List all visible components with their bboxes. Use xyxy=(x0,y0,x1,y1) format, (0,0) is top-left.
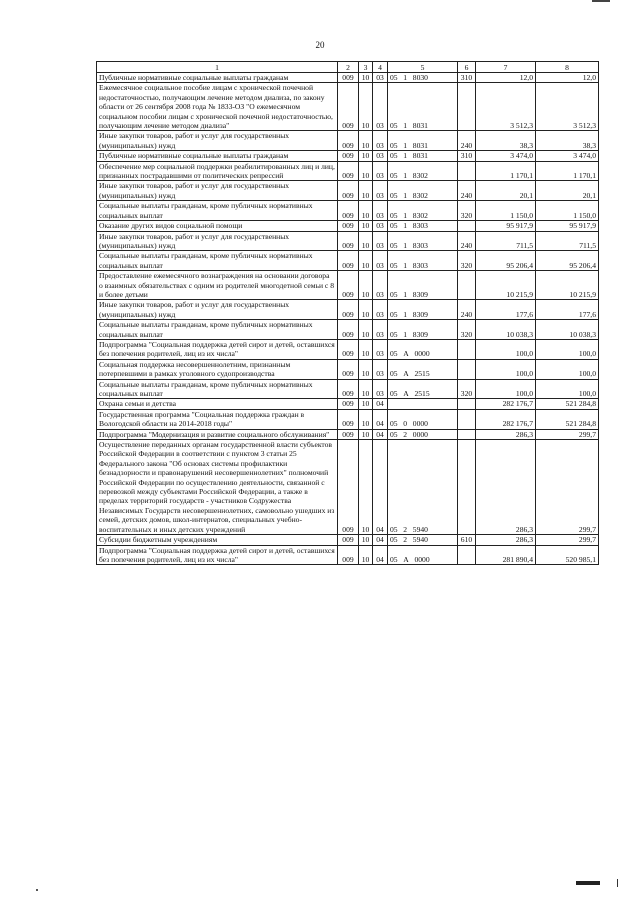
row-subsection-cell: 03 xyxy=(373,181,388,201)
row-section-cell: 10 xyxy=(359,73,373,83)
row-code-admin-cell: 009 xyxy=(338,83,359,131)
row-code-admin-cell: 009 xyxy=(338,535,359,545)
row-name-cell: Публичные нормативные социальные выплаты гражданам xyxy=(97,73,338,83)
row-section-cell: 10 xyxy=(359,399,373,409)
row-name-cell: Социальные выплаты гражданам, кроме публичных нормативных социальных выплат xyxy=(97,251,338,271)
row-section-cell: 10 xyxy=(359,181,373,201)
row-subsection-cell: 04 xyxy=(373,399,388,409)
row-code-admin-cell: 009 xyxy=(338,73,359,83)
row-target-article-cell: 05 1 8031 xyxy=(388,151,458,161)
row-amount-2017-cell: 177,6 xyxy=(536,300,599,320)
row-amount-2016-cell: 282 176,7 xyxy=(476,409,536,429)
row-amount-2016-cell: 10 215,9 xyxy=(476,271,536,300)
row-section-cell: 10 xyxy=(359,535,373,545)
row-subsection-cell: 03 xyxy=(373,231,388,251)
row-section-cell: 10 xyxy=(359,251,373,271)
row-subsection-cell: 03 xyxy=(373,161,388,181)
row-amount-2017-cell: 100,0 xyxy=(536,379,599,399)
scan-left-tick xyxy=(36,889,38,891)
table-row xyxy=(97,251,599,271)
row-target-article-cell: 05 А 0000 xyxy=(388,339,458,359)
table-row xyxy=(97,320,599,340)
row-amount-2016-cell: 177,6 xyxy=(476,300,536,320)
row-subsection-cell: 04 xyxy=(373,545,388,565)
row-code-admin-cell: 009 xyxy=(338,339,359,359)
row-name-cell: Публичные нормативные социальные выплаты гражданам xyxy=(97,151,338,161)
row-amount-2016-cell: 286,3 xyxy=(476,429,536,439)
row-amount-2016-cell: 3 512,3 xyxy=(476,83,536,131)
row-target-article-cell: 05 1 8302 xyxy=(388,181,458,201)
row-expense-type-cell: 610 xyxy=(458,535,476,545)
row-amount-2016-cell: 95 206,4 xyxy=(476,251,536,271)
row-expense-type-cell xyxy=(458,545,476,565)
row-amount-2016-cell: 38,3 xyxy=(476,131,536,151)
row-name-cell: Обеспечение мер социальной поддержки реабилитированных лиц и лиц, признанных пострадавшими от политических репрессий xyxy=(97,161,338,181)
row-target-article-cell: 05 1 8303 xyxy=(388,221,458,231)
row-expense-type-cell xyxy=(458,409,476,429)
row-amount-2017-cell: 299,7 xyxy=(536,535,599,545)
row-expense-type-cell xyxy=(458,440,476,535)
row-subsection-cell: 04 xyxy=(373,535,388,545)
row-expense-type-cell: 240 xyxy=(458,300,476,320)
table-row xyxy=(97,429,599,439)
row-amount-2016-cell: 100,0 xyxy=(476,359,536,379)
header-cell: 4 xyxy=(373,62,388,73)
row-expense-type-cell: 240 xyxy=(458,131,476,151)
row-subsection-cell: 03 xyxy=(373,73,388,83)
row-amount-2017-cell: 12,0 xyxy=(536,73,599,83)
table-row xyxy=(97,300,599,320)
row-name-cell: Иные закупки товаров, работ и услуг для государственных (муниципальных) нужд xyxy=(97,300,338,320)
row-amount-2017-cell: 3 512,3 xyxy=(536,83,599,131)
row-target-article-cell: 05 0 0000 xyxy=(388,409,458,429)
row-code-admin-cell: 009 xyxy=(338,359,359,379)
row-target-article-cell: 05 А 2515 xyxy=(388,379,458,399)
row-subsection-cell: 03 xyxy=(373,131,388,151)
row-expense-type-cell xyxy=(458,271,476,300)
row-section-cell: 10 xyxy=(359,429,373,439)
row-amount-2016-cell: 711,5 xyxy=(476,231,536,251)
row-amount-2017-cell: 521 284,8 xyxy=(536,409,599,429)
row-section-cell: 10 xyxy=(359,300,373,320)
row-subsection-cell: 04 xyxy=(373,409,388,429)
row-name-cell: Иные закупки товаров, работ и услуг для государственных (муниципальных) нужд xyxy=(97,131,338,151)
row-amount-2017-cell: 299,7 xyxy=(536,440,599,535)
table-row xyxy=(97,231,599,251)
row-target-article-cell: 05 2 0000 xyxy=(388,429,458,439)
table-row xyxy=(97,339,599,359)
row-expense-type-cell xyxy=(458,221,476,231)
row-target-article-cell: 05 1 8303 xyxy=(388,231,458,251)
header-cell: 6 xyxy=(458,62,476,73)
header-cell: 7 xyxy=(476,62,536,73)
table-row xyxy=(97,271,599,300)
row-code-admin-cell: 009 xyxy=(338,251,359,271)
row-section-cell: 10 xyxy=(359,440,373,535)
row-name-cell: Предоставление ежемесячного вознаграждения на основании договора о взаимных обязательствах с одним из родителей многодетной семьи с 8 и более детьми xyxy=(97,271,338,300)
row-target-article-cell: 05 А 2515 xyxy=(388,359,458,379)
row-amount-2017-cell: 95 917,9 xyxy=(536,221,599,231)
row-amount-2016-cell: 281 890,4 xyxy=(476,545,536,565)
row-section-cell: 10 xyxy=(359,201,373,221)
row-amount-2016-cell: 3 474,0 xyxy=(476,151,536,161)
row-code-admin-cell: 009 xyxy=(338,161,359,181)
row-subsection-cell: 04 xyxy=(373,440,388,535)
row-amount-2017-cell: 1 150,0 xyxy=(536,201,599,221)
row-section-cell: 10 xyxy=(359,231,373,251)
row-code-admin-cell: 009 xyxy=(338,545,359,565)
table-row xyxy=(97,201,599,221)
row-subsection-cell: 03 xyxy=(373,320,388,340)
row-amount-2017-cell: 521 284,8 xyxy=(536,399,599,409)
header-cell: 5 xyxy=(388,62,458,73)
row-expense-type-cell: 320 xyxy=(458,251,476,271)
row-amount-2016-cell: 10 038,3 xyxy=(476,320,536,340)
row-name-cell: Оказание других видов социальной помощи xyxy=(97,221,338,231)
row-code-admin-cell: 009 xyxy=(338,201,359,221)
row-expense-type-cell: 320 xyxy=(458,320,476,340)
table-row xyxy=(97,379,599,399)
row-target-article-cell: 05 1 8303 xyxy=(388,251,458,271)
row-section-cell: 10 xyxy=(359,131,373,151)
scan-corner-mark xyxy=(592,0,610,2)
row-section-cell: 10 xyxy=(359,320,373,340)
row-subsection-cell: 03 xyxy=(373,271,388,300)
row-target-article-cell: 05 1 8309 xyxy=(388,320,458,340)
row-code-admin-cell: 009 xyxy=(338,399,359,409)
row-subsection-cell: 03 xyxy=(373,201,388,221)
row-section-cell: 10 xyxy=(359,221,373,231)
row-amount-2017-cell: 100,0 xyxy=(536,359,599,379)
row-expense-type-cell: 320 xyxy=(458,201,476,221)
row-name-cell: Подпрограмма "Модернизация и развитие социального обслуживания" xyxy=(97,429,338,439)
row-name-cell: Осуществление переданных органам государственной власти субъектов Российской Федерации в соответствии с пунктом 3 статьи 25 Федерального закона "Об основах системы профилактики безнадзорности и правонарушений несовершеннолетних" полномочий Российской Федерации по осуществлению деятельности, связанной с перевозкой между субъектами Российской Федерации, а также в пределах территорий государств - участников Содружества Независимых Государств несовершеннолетних, самовольно ушедших из семей, детских домов, школ-интернатов, специальных учебно-воспитательных и иных детских учреждений xyxy=(97,440,338,535)
row-amount-2016-cell: 100,0 xyxy=(476,379,536,399)
row-amount-2017-cell: 95 206,4 xyxy=(536,251,599,271)
row-amount-2017-cell: 38,3 xyxy=(536,131,599,151)
row-target-article-cell: 05 1 8302 xyxy=(388,201,458,221)
row-section-cell: 10 xyxy=(359,83,373,131)
row-target-article-cell: 05 1 8302 xyxy=(388,161,458,181)
row-expense-type-cell xyxy=(458,429,476,439)
table-row xyxy=(97,409,599,429)
row-amount-2016-cell: 100,0 xyxy=(476,339,536,359)
row-name-cell: Ежемесячное социальное пособие лицам с хронической почечной недостаточностью, получающим лечение методом диализа, по закону области от 26 сентября 2008 года № 1833-ОЗ "О ежемесячном социальном пособии лицам с хронической почечной недостаточностью, получающим лечение методом диализа" xyxy=(97,83,338,131)
header-cell: 1 xyxy=(97,62,338,73)
row-target-article-cell: 05 1 8031 xyxy=(388,131,458,151)
row-amount-2016-cell: 1 150,0 xyxy=(476,201,536,221)
row-target-article-cell xyxy=(388,399,458,409)
row-code-admin-cell: 009 xyxy=(338,440,359,535)
row-subsection-cell: 03 xyxy=(373,359,388,379)
table-row xyxy=(97,83,599,131)
row-amount-2017-cell: 1 170,1 xyxy=(536,161,599,181)
row-expense-type-cell xyxy=(458,339,476,359)
row-code-admin-cell: 009 xyxy=(338,221,359,231)
row-section-cell: 10 xyxy=(359,359,373,379)
row-subsection-cell: 03 xyxy=(373,379,388,399)
row-amount-2017-cell: 3 474,0 xyxy=(536,151,599,161)
row-target-article-cell: 05 1 8309 xyxy=(388,271,458,300)
row-target-article-cell: 05 1 8030 xyxy=(388,73,458,83)
row-amount-2017-cell: 20,1 xyxy=(536,181,599,201)
row-amount-2016-cell: 286,3 xyxy=(476,440,536,535)
row-target-article-cell: 05 1 8309 xyxy=(388,300,458,320)
row-amount-2016-cell: 1 170,1 xyxy=(476,161,536,181)
scan-bottom-tick xyxy=(617,879,618,887)
row-name-cell: Субсидии бюджетным учреждениям xyxy=(97,535,338,545)
row-amount-2017-cell: 10 038,3 xyxy=(536,320,599,340)
row-expense-type-cell: 320 xyxy=(458,379,476,399)
table-row xyxy=(97,221,599,231)
row-code-admin-cell: 009 xyxy=(338,300,359,320)
row-amount-2016-cell: 282 176,7 xyxy=(476,399,536,409)
row-code-admin-cell: 009 xyxy=(338,271,359,300)
row-name-cell: Социальные выплаты гражданам, кроме публичных нормативных социальных выплат xyxy=(97,201,338,221)
table-row xyxy=(97,73,599,83)
row-target-article-cell: 05 1 8031 xyxy=(388,83,458,131)
header-cell: 2 xyxy=(338,62,359,73)
row-subsection-cell: 03 xyxy=(373,339,388,359)
row-amount-2016-cell: 20,1 xyxy=(476,181,536,201)
row-expense-type-cell xyxy=(458,83,476,131)
row-code-admin-cell: 009 xyxy=(338,429,359,439)
header-cell: 3 xyxy=(359,62,373,73)
row-subsection-cell: 03 xyxy=(373,300,388,320)
row-code-admin-cell: 009 xyxy=(338,151,359,161)
row-expense-type-cell: 310 xyxy=(458,73,476,83)
row-name-cell: Подпрограмма "Социальная поддержка детей сирот и детей, оставшихся без попечения родителей, лиц из их числа" xyxy=(97,339,338,359)
header-cell: 8 xyxy=(536,62,599,73)
row-amount-2017-cell: 100,0 xyxy=(536,339,599,359)
row-amount-2017-cell: 711,5 xyxy=(536,231,599,251)
row-amount-2016-cell: 95 917,9 xyxy=(476,221,536,231)
row-code-admin-cell: 009 xyxy=(338,181,359,201)
table-body xyxy=(97,73,599,565)
row-target-article-cell: 05 А 0000 xyxy=(388,545,458,565)
page-number: 20 xyxy=(315,40,325,50)
row-section-cell: 10 xyxy=(359,409,373,429)
row-code-admin-cell: 009 xyxy=(338,379,359,399)
row-subsection-cell: 03 xyxy=(373,221,388,231)
table-row xyxy=(97,131,599,151)
row-name-cell: Подпрограмма "Социальная поддержка детей сирот и детей, оставшихся без попечения родителей, лиц из их числа" xyxy=(97,545,338,565)
row-amount-2016-cell: 12,0 xyxy=(476,73,536,83)
row-expense-type-cell xyxy=(458,399,476,409)
table-row xyxy=(97,161,599,181)
row-subsection-cell: 03 xyxy=(373,151,388,161)
row-subsection-cell: 03 xyxy=(373,83,388,131)
row-section-cell: 10 xyxy=(359,339,373,359)
row-amount-2017-cell: 520 985,1 xyxy=(536,545,599,565)
row-name-cell: Государственная программа "Социальная поддержка граждан в Вологодской области на 2014-2018 годы" xyxy=(97,409,338,429)
row-name-cell: Социальные выплаты гражданам, кроме публичных нормативных социальных выплат xyxy=(97,320,338,340)
row-target-article-cell: 05 2 5940 xyxy=(388,535,458,545)
row-code-admin-cell: 009 xyxy=(338,320,359,340)
row-subsection-cell: 04 xyxy=(373,429,388,439)
row-expense-type-cell xyxy=(458,161,476,181)
scan-bottom-mark xyxy=(576,881,600,885)
row-expense-type-cell: 240 xyxy=(458,181,476,201)
table-row xyxy=(97,359,599,379)
row-section-cell: 10 xyxy=(359,379,373,399)
row-name-cell: Социальная поддержка несовершеннолетним, признанным потерпевшими в рамках уголовного судопроизводства xyxy=(97,359,338,379)
table-row xyxy=(97,440,599,535)
row-section-cell: 10 xyxy=(359,545,373,565)
budget-table xyxy=(96,61,599,565)
row-subsection-cell: 03 xyxy=(373,251,388,271)
table-row xyxy=(97,535,599,545)
row-section-cell: 10 xyxy=(359,161,373,181)
row-name-cell: Иные закупки товаров, работ и услуг для государственных (муниципальных) нужд xyxy=(97,231,338,251)
row-expense-type-cell: 240 xyxy=(458,231,476,251)
row-expense-type-cell: 310 xyxy=(458,151,476,161)
row-name-cell: Охрана семьи и детства xyxy=(97,399,338,409)
row-expense-type-cell xyxy=(458,359,476,379)
row-name-cell: Социальные выплаты гражданам, кроме публичных нормативных социальных выплат xyxy=(97,379,338,399)
table-row xyxy=(97,545,599,565)
row-amount-2017-cell: 10 215,9 xyxy=(536,271,599,300)
row-code-admin-cell: 009 xyxy=(338,231,359,251)
row-target-article-cell: 05 2 5940 xyxy=(388,440,458,535)
row-code-admin-cell: 009 xyxy=(338,131,359,151)
table-row xyxy=(97,181,599,201)
row-section-cell: 10 xyxy=(359,271,373,300)
row-amount-2016-cell: 286,3 xyxy=(476,535,536,545)
row-name-cell: Иные закупки товаров, работ и услуг для государственных (муниципальных) нужд xyxy=(97,181,338,201)
table-row xyxy=(97,399,599,409)
table-header-row xyxy=(97,62,599,73)
row-code-admin-cell: 009 xyxy=(338,409,359,429)
table-row xyxy=(97,151,599,161)
row-amount-2017-cell: 299,7 xyxy=(536,429,599,439)
row-section-cell: 10 xyxy=(359,151,373,161)
